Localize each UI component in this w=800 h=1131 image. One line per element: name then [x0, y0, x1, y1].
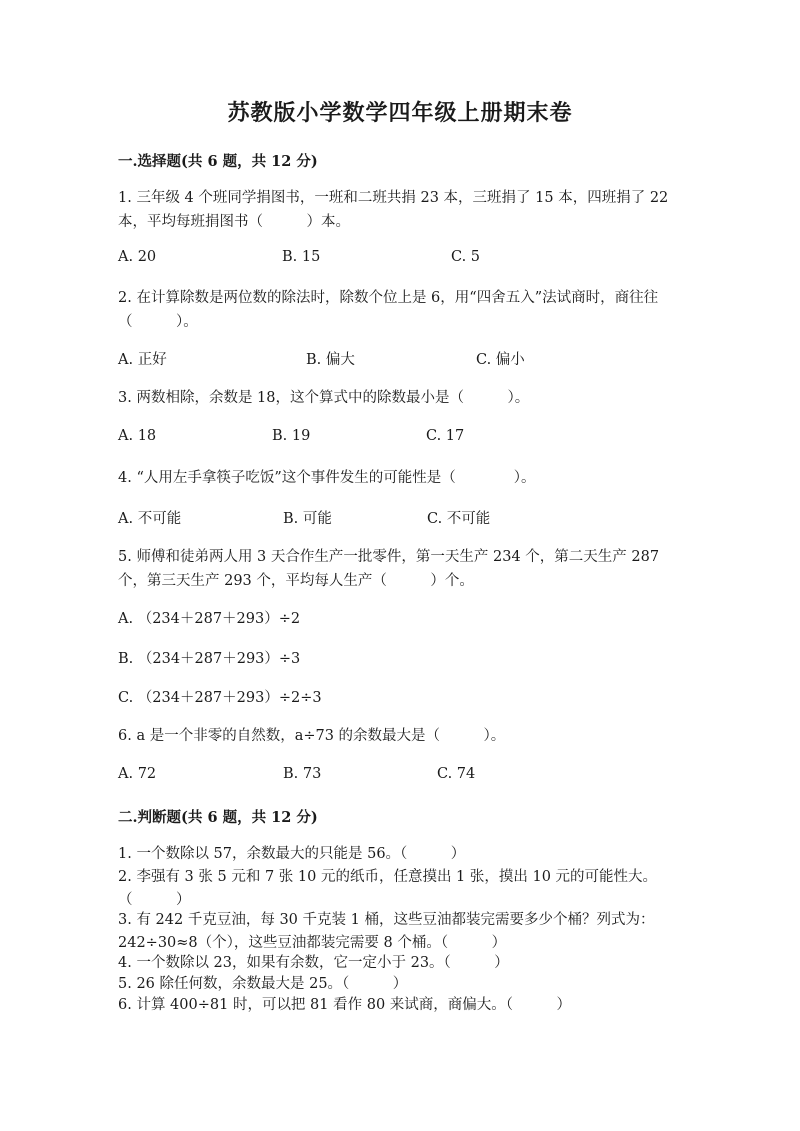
- question-2-options: [118, 348, 678, 370]
- question-5-option-b: B. （234＋287＋293）÷3: [118, 651, 301, 667]
- option-c: C. 偏小: [476, 352, 525, 368]
- option-c: C. 17: [426, 428, 465, 444]
- question-4: 4. “人用左手拿筷子吃饭”这个事件发生的可能性是（ ）。: [118, 470, 536, 486]
- question-4-options: [118, 507, 678, 529]
- judgment-item: 1. 一个数除以 57，余数最大的只能是 56。（ ）: [118, 846, 466, 862]
- question-3-options: [118, 428, 678, 450]
- question-6-options: [118, 766, 678, 788]
- option-a: A. 20: [118, 249, 157, 265]
- question-2: 2. 在计算除数是两位数的除法时，除数个位上是 6，用“四舍五入”法试商时，商往往（ ）。: [118, 290, 659, 330]
- question-5: 5. 师傅和徒弟两人用 3 天合作生产一批零件，第一天生产 234 个，第二天生产 287 个，第三天生产 293 个，平均每人生产（ ）个。: [118, 549, 660, 589]
- judgment-item: 3. 有 242 千克豆油，每 30 千克装 1 桶，这些豆油都装完需要多少个桶？列式为：242÷30≈8（个），这些豆油都装完需要 8 个桶。（ ）: [118, 912, 655, 951]
- option-b: B. 可能: [283, 511, 332, 527]
- question-3: 3. 两数相除，余数是 18，这个算式中的除数最小是（ ）。: [118, 390, 530, 406]
- judgment-item: 6. 计算 400÷81 时，可以把 81 看作 80 来试商，商偏大。（ ）: [118, 997, 572, 1013]
- option-b: B. 73: [283, 766, 322, 782]
- option-a: A. 18: [118, 428, 157, 444]
- question-5-option-c: C. （234＋287＋293）÷2÷3: [118, 690, 322, 706]
- section-heading-choice: 一.选择题(共 6 题，共 12 分): [118, 153, 318, 170]
- option-a: A. 不可能: [118, 511, 182, 527]
- option-b: B. 偏大: [306, 352, 355, 368]
- judgment-item: 2. 李强有 3 张 5 元和 7 张 10 元的纸币，任意摸出 1 张，摸出 10 元的可能性大。 （ ）: [118, 869, 679, 908]
- option-c: C. 74: [437, 766, 476, 782]
- judgment-item: 5. 26 除任何数，余数最大是 25。（ ）: [118, 976, 408, 992]
- judgment-item: 4. 一个数除以 23，如果有余数，它一定小于 23。（ ）: [118, 955, 509, 971]
- section-heading-judgment: 二.判断题(共 6 题，共 12 分): [118, 809, 318, 826]
- question-1: 1. 三年级 4 个班同学捐图书，一班和二班共捐 23 本，三班捐了 15 本，四班捐了 22 本，平均每班捐图书（ ）本。: [118, 190, 669, 230]
- option-b: B. 19: [272, 428, 311, 444]
- question-1-options: [118, 249, 678, 271]
- option-c: C. 5: [451, 249, 481, 265]
- option-b: B. 15: [282, 249, 321, 265]
- option-a: A. 正好: [118, 352, 167, 368]
- question-5-option-a: A. （234＋287＋293）÷2: [118, 611, 301, 627]
- question-6: 6. a 是一个非零的自然数，a÷73 的余数最大是（ ）。: [118, 728, 506, 744]
- option-a: A. 72: [118, 766, 157, 782]
- option-c: C. 不可能: [427, 511, 491, 527]
- page-title: 苏教版小学数学四年级上册期末卷: [227, 100, 573, 126]
